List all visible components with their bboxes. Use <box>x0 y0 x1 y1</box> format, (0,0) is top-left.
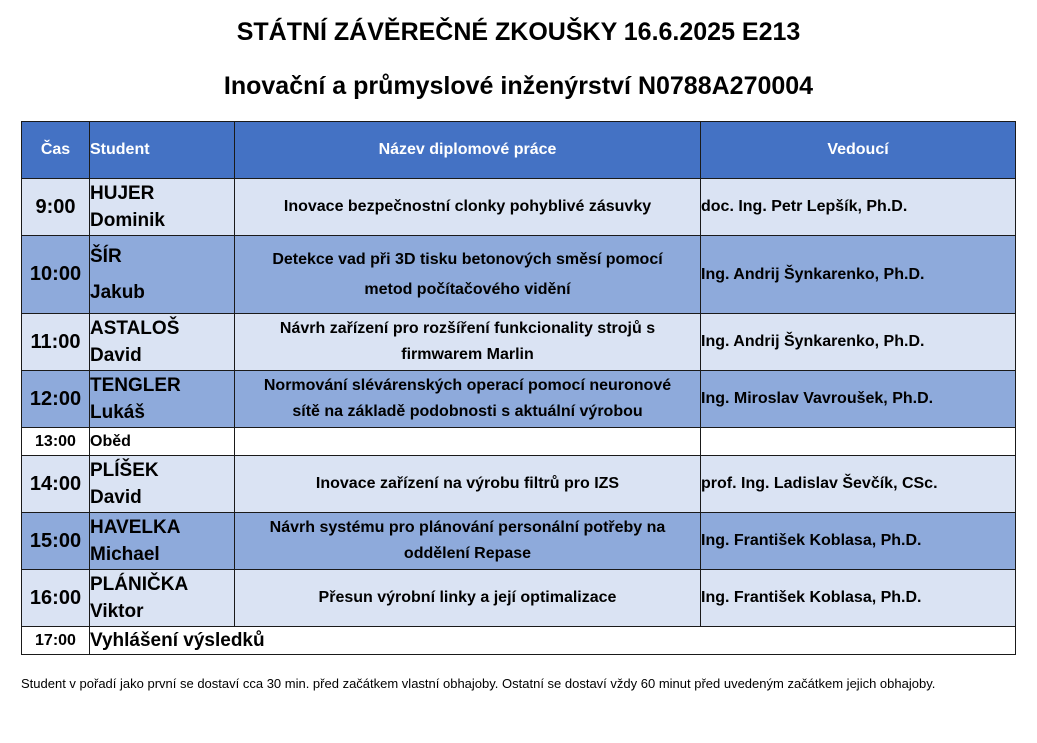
time-cell: 11:00 <box>22 314 90 371</box>
time-cell: 9:00 <box>22 179 90 236</box>
thesis-cell <box>235 179 701 236</box>
time-cell: 16:00 <box>22 570 90 627</box>
column-header-supervisor: Vedoucí <box>701 122 1016 179</box>
table-row-break <box>22 428 1016 456</box>
page-title: STÁTNÍ ZÁVĚREČNÉ ZKOUŠKY 16.6.2025 E213 <box>236 18 801 46</box>
student-surname: HUJER <box>90 183 155 204</box>
thesis-line-2: sítě na základě podobnosti s aktuální výrobou <box>292 403 643 420</box>
thesis-line-1: Návrh systému pro plánování personální potřeby na <box>269 519 666 536</box>
student-surname: TENGLER <box>90 375 181 396</box>
time-cell: 10:00 <box>22 236 90 314</box>
column-header-thesis: Název diplomové práce <box>235 122 701 179</box>
table-header-row <box>22 122 1016 179</box>
supervisor-cell: prof. Ing. Ladislav Ševčík, CSc. <box>701 456 1016 513</box>
student-firstname: David <box>90 487 142 508</box>
thesis-line-1: Inovace bezpečnostní clonky pohyblivé zásuvky <box>283 198 652 215</box>
student-cell <box>90 314 235 371</box>
student-cell <box>90 570 235 627</box>
table-row <box>22 513 1016 570</box>
thesis-line-2: oddělení Repase <box>403 545 532 562</box>
schedule-table <box>21 121 1016 655</box>
thesis-line-2: metod počítačového vidění <box>364 280 571 298</box>
student-cell <box>90 236 235 314</box>
student-firstname: Dominik <box>90 210 165 231</box>
page-subtitle: Inovační a průmyslové inženýrství N0788A270004 <box>223 72 814 100</box>
column-header-time: Čas <box>22 122 90 179</box>
thesis-line-1: Přesun výrobní linky a její optimalizace <box>318 589 617 606</box>
table-row <box>22 570 1016 627</box>
thesis-line-1: Detekce vad při 3D tisku betonových směsí pomocí <box>272 250 663 268</box>
thesis-line-1: Inovace zařízení na výrobu filtrů pro IZS <box>315 475 620 492</box>
student-surname: ŠÍR <box>90 245 122 267</box>
supervisor-cell: doc. Ing. Petr Lepšík, Ph.D. <box>701 179 1016 236</box>
student-surname: PLÍŠEK <box>90 460 159 481</box>
thesis-line-1: Normování slévárenských operací pomocí neuronové <box>263 377 672 394</box>
thesis-line-2: firmwarem Marlin <box>401 346 534 363</box>
thesis-line-1: Návrh zařízení pro rozšíření funkcionality strojů s <box>279 320 656 337</box>
empty-cell <box>235 428 701 456</box>
supervisor-cell: Ing. František Koblasa, Ph.D. <box>701 570 1016 627</box>
table-row <box>22 371 1016 428</box>
table-row <box>22 456 1016 513</box>
student-cell <box>90 179 235 236</box>
student-cell <box>90 371 235 428</box>
supervisor-cell: Ing. Andrij Šynkarenko, Ph.D. <box>701 236 1016 314</box>
table-row-final <box>22 627 1016 655</box>
table-row <box>22 179 1016 236</box>
column-header-student: Student <box>90 122 235 179</box>
thesis-cell <box>235 236 701 314</box>
thesis-cell <box>235 314 701 371</box>
student-firstname: Michael <box>90 544 160 565</box>
thesis-cell <box>235 371 701 428</box>
table-row <box>22 314 1016 371</box>
break-label: Oběd <box>90 428 235 456</box>
student-firstname: David <box>90 345 142 366</box>
supervisor-cell: Ing. Andrij Šynkarenko, Ph.D. <box>701 314 1016 371</box>
student-surname: ASTALOŠ <box>90 318 180 339</box>
time-cell: 15:00 <box>22 513 90 570</box>
student-firstname: Lukáš <box>90 402 145 423</box>
time-cell: 13:00 <box>22 428 90 456</box>
supervisor-cell: Ing. František Koblasa, Ph.D. <box>701 513 1016 570</box>
footnote: Student v pořadí jako první se dostaví cca 30 min. před začátkem vlastní obhajoby. Ostatní se dostaví vždy 60 minut před uvedeným začátkem jejich obhajoby. <box>21 676 936 691</box>
student-cell <box>90 456 235 513</box>
time-cell: 17:00 <box>22 627 90 655</box>
supervisor-cell: Ing. Miroslav Vavroušek, Ph.D. <box>701 371 1016 428</box>
student-firstname: Jakub <box>90 281 145 303</box>
empty-cell <box>701 428 1016 456</box>
student-surname: PLÁNIČKA <box>90 574 189 595</box>
thesis-cell <box>235 513 701 570</box>
student-cell <box>90 513 235 570</box>
time-cell: 14:00 <box>22 456 90 513</box>
student-surname: HAVELKA <box>90 517 181 538</box>
time-cell: 12:00 <box>22 371 90 428</box>
student-firstname: Viktor <box>90 601 144 622</box>
thesis-cell <box>235 570 701 627</box>
table-row <box>22 236 1016 314</box>
thesis-cell <box>235 456 701 513</box>
final-label: Vyhlášení výsledků <box>90 627 1016 655</box>
